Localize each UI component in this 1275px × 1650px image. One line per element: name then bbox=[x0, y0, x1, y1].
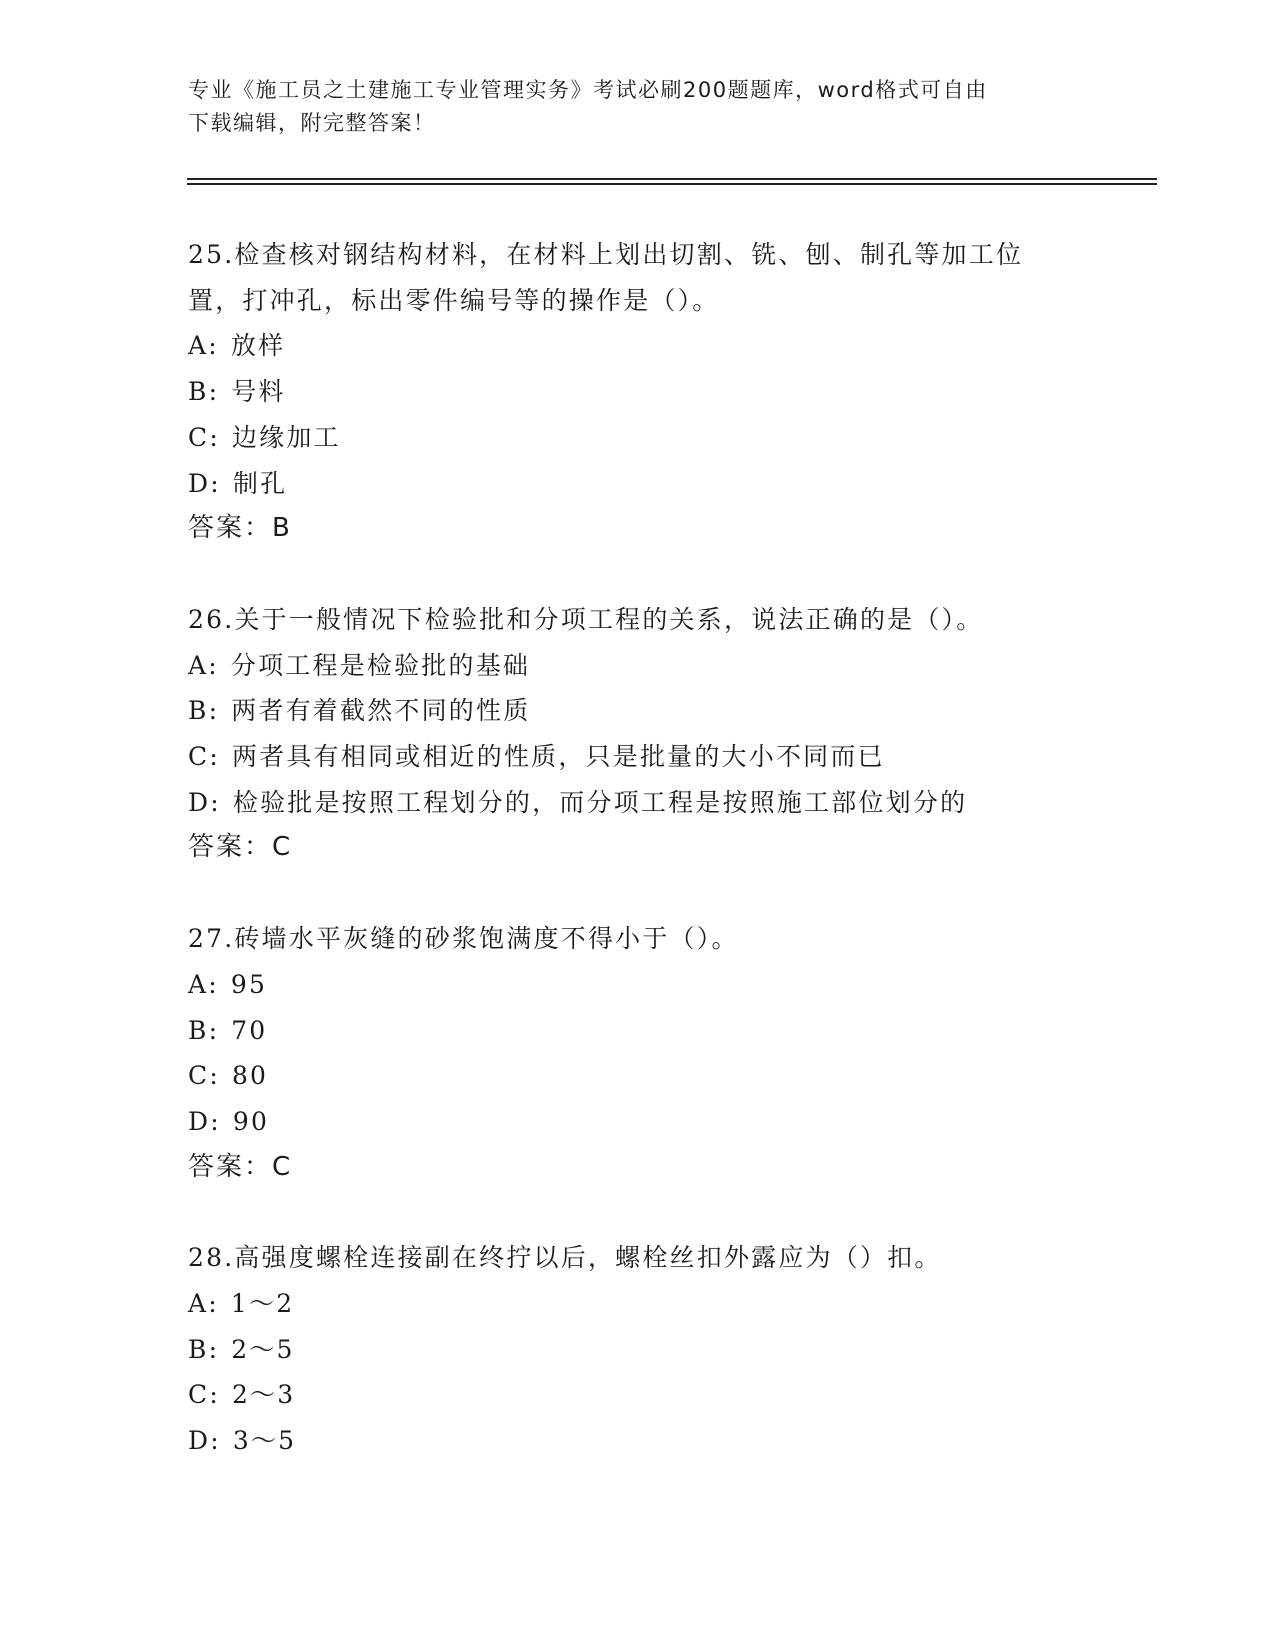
option-key: A: bbox=[188, 969, 219, 999]
question-25 bbox=[188, 232, 1128, 552]
option-text: 2～5 bbox=[231, 1334, 295, 1364]
option-text: 两者有着截然不同的性质 bbox=[231, 696, 531, 726]
option-c bbox=[188, 1053, 1128, 1099]
option-b bbox=[188, 688, 1128, 734]
option-d bbox=[188, 1418, 1128, 1464]
question-stem: 26.关于一般情况下检验批和分项工程的关系，说法正确的是（）。 bbox=[188, 604, 984, 634]
question-26 bbox=[188, 597, 1128, 871]
option-key: D: bbox=[188, 1426, 221, 1456]
option-c bbox=[188, 734, 1128, 780]
option-key: B: bbox=[188, 1015, 220, 1045]
option-key: A: bbox=[188, 650, 219, 680]
option-d bbox=[188, 1099, 1128, 1145]
option-text: 号料 bbox=[231, 377, 286, 407]
option-key: B: bbox=[188, 377, 220, 407]
option-a bbox=[188, 323, 1128, 369]
option-text: 边缘加工 bbox=[231, 422, 341, 452]
option-text: 制孔 bbox=[232, 468, 288, 498]
option-text: 1～2 bbox=[230, 1289, 295, 1319]
option-text: 80 bbox=[231, 1061, 269, 1091]
option-key: D: bbox=[188, 1106, 221, 1136]
option-key: D: bbox=[188, 787, 221, 817]
option-text: 3～5 bbox=[232, 1426, 297, 1456]
answer-line: 答案：C bbox=[188, 1151, 293, 1182]
option-a bbox=[188, 643, 1128, 689]
option-b bbox=[188, 369, 1128, 415]
question-27 bbox=[188, 916, 1128, 1190]
option-text: 检验批是按照工程划分的，而分项工程是按照施工部位划分的 bbox=[232, 787, 968, 817]
option-text: 两者具有相同或相近的性质，只是批量的大小不同而已 bbox=[231, 742, 885, 772]
header-rule-top bbox=[187, 178, 1157, 180]
header-line-2: 下载编辑，附完整答案！ bbox=[188, 111, 436, 135]
option-text: 90 bbox=[232, 1106, 270, 1136]
header-rule-bottom bbox=[187, 183, 1157, 185]
option-key: A: bbox=[188, 331, 219, 361]
option-a bbox=[188, 962, 1128, 1008]
option-text: 70 bbox=[231, 1015, 268, 1045]
option-text: 2～3 bbox=[231, 1380, 296, 1410]
option-text: 放样 bbox=[230, 331, 286, 361]
option-c bbox=[188, 1372, 1128, 1418]
option-a bbox=[188, 1281, 1128, 1327]
option-key: C: bbox=[188, 742, 220, 772]
option-key: B: bbox=[188, 1334, 220, 1364]
option-d bbox=[188, 780, 1128, 826]
header-line-1: 专业《施工员之土建施工专业管理实务》考试必刷200题题库，word格式可自由 bbox=[188, 78, 988, 102]
question-stem: 27.砖墙水平灰缝的砂浆饱满度不得小于（）。 bbox=[188, 924, 739, 954]
option-text: 95 bbox=[230, 969, 268, 999]
question-list bbox=[188, 232, 1128, 1509]
question-stem: 置，打冲孔，标出零件编号等的操作是（）。 bbox=[188, 285, 720, 315]
option-c bbox=[188, 415, 1128, 461]
option-key: C: bbox=[188, 1380, 220, 1410]
question-stem: 25.检查核对钢结构材料，在材料上划出切割、铣、刨、制孔等加工位 bbox=[188, 240, 1024, 269]
option-b bbox=[188, 1008, 1128, 1054]
answer-line: 答案：B bbox=[188, 513, 292, 544]
question-stem: 28.高强度螺栓连接副在终拧以后，螺栓丝扣外露应为（）扣。 bbox=[188, 1243, 942, 1273]
option-key: A: bbox=[188, 1289, 219, 1319]
question-28 bbox=[188, 1235, 1128, 1464]
option-d bbox=[188, 461, 1128, 507]
document-header bbox=[188, 74, 1088, 140]
option-key: D: bbox=[188, 468, 221, 498]
option-text: 分项工程是检验批的基础 bbox=[230, 650, 531, 680]
option-key: C: bbox=[188, 1061, 220, 1091]
answer-line: 答案：C bbox=[188, 832, 293, 863]
option-key: B: bbox=[188, 696, 220, 726]
option-b bbox=[188, 1327, 1128, 1373]
option-key: C: bbox=[188, 422, 220, 452]
